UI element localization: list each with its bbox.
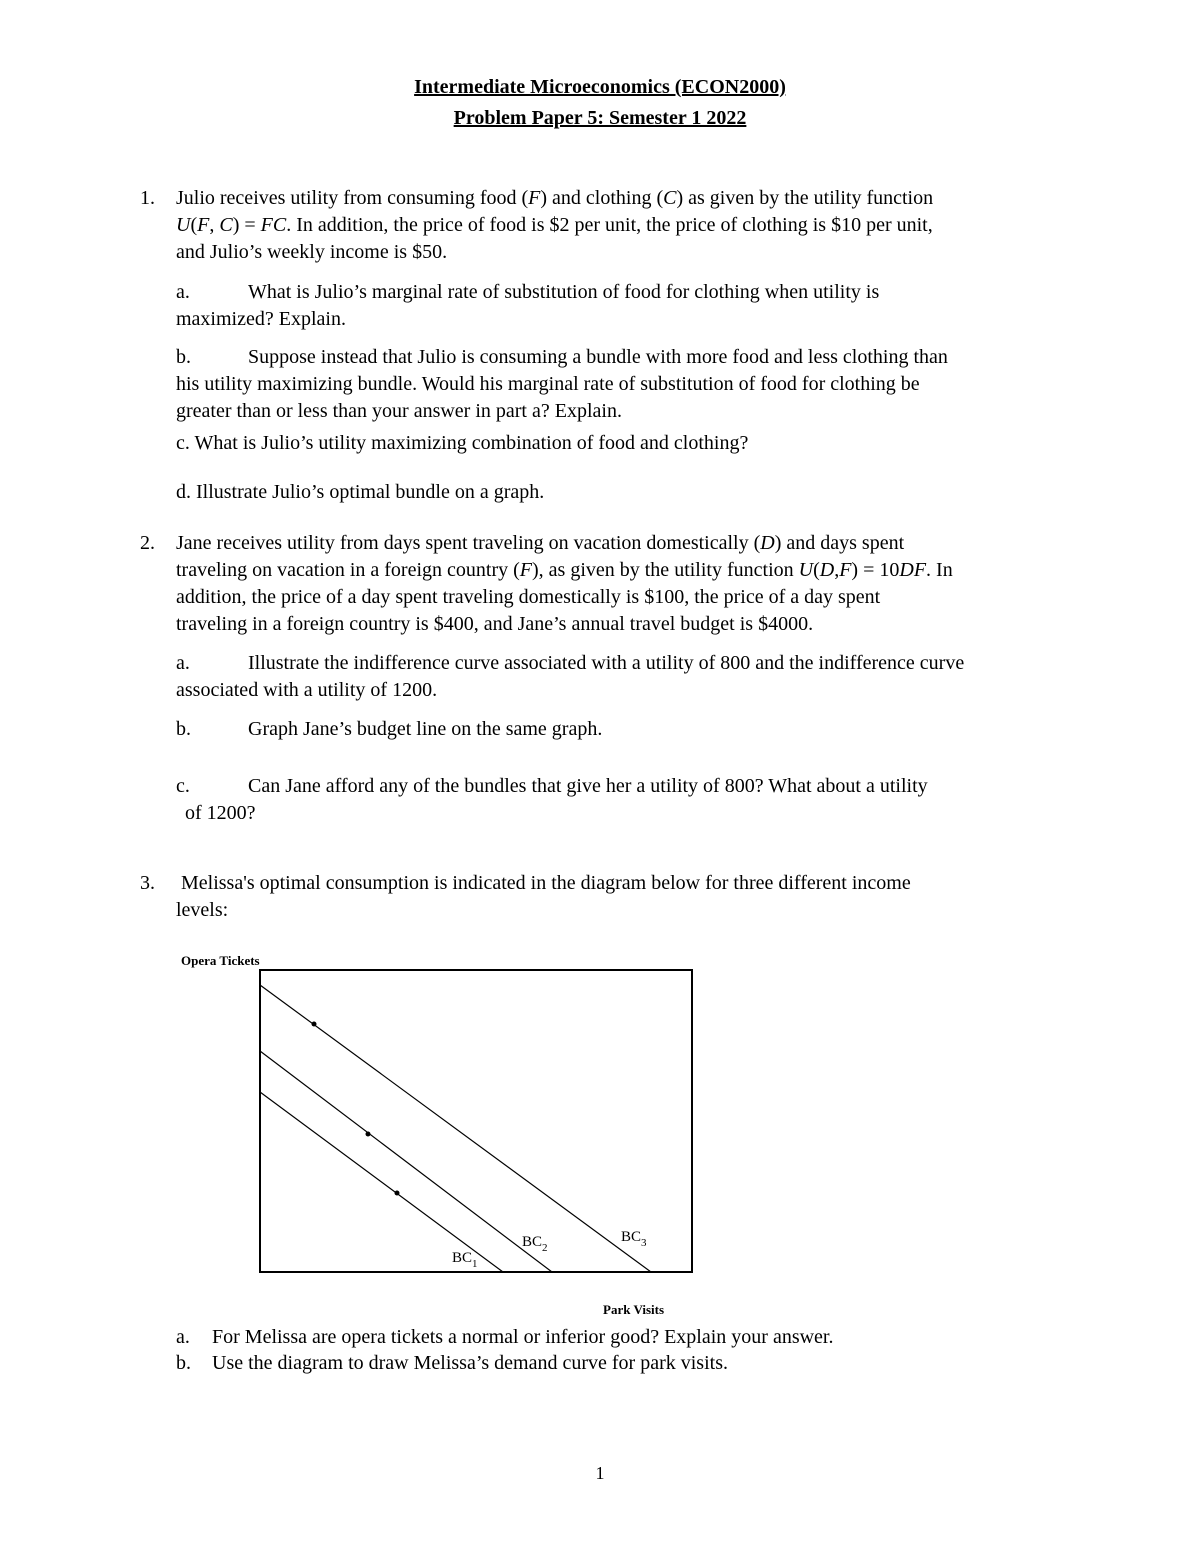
- question-2c: c. Can Jane afford any of the bundles that give her a utility of 800? What about a utility: [176, 775, 928, 797]
- question-1-line-3: and Julio’s weekly income is $50.: [176, 241, 448, 263]
- budget-line-bc3: [260, 985, 651, 1272]
- question-2-line-2: traveling on vacation in a foreign country (F), as given by the utility function U(D,F) = 10DF. In: [176, 559, 953, 581]
- question-1a-cont: maximized? Explain.: [176, 308, 346, 330]
- budget-line-bc1: [260, 1092, 503, 1272]
- question-1d: d. Illustrate Julio’s optimal bundle on a graph.: [176, 481, 545, 503]
- question-1-line-1: Julio receives utility from consuming food (F) and clothing (C) as given by the utility function: [176, 187, 934, 209]
- question-2-line-3: addition, the price of a day spent traveling domestically is $100, the price of a day spent: [176, 586, 881, 608]
- question-3-number: 3.: [140, 872, 155, 894]
- plot-frame: [260, 970, 692, 1272]
- question-2a-cont: associated with a utility of 1200.: [176, 679, 438, 701]
- budget-line-bc2: [260, 1051, 552, 1272]
- optimal-point-bc2: [366, 1132, 371, 1137]
- y-axis-label: Opera Tickets: [181, 953, 260, 968]
- question-1b-cont-1: his utility maximizing bundle. Would his marginal rate of substitution of food for clothing be: [176, 373, 920, 395]
- page-number: 1: [595, 1463, 605, 1483]
- question-1c: c. What is Julio’s utility maximizing combination of food and clothing?: [176, 432, 749, 454]
- question-1b-cont-2: greater than or less than your answer in part a? Explain.: [176, 400, 622, 422]
- question-2b: b. Graph Jane’s budget line on the same graph.: [176, 718, 603, 740]
- question-3b: b. Use the diagram to draw Melissa’s demand curve for park visits.: [176, 1352, 728, 1374]
- bc2-label: $BC_2$: [522, 1234, 548, 1254]
- question-1-line-2: U(F, C) = FC. In addition, the price of food is $2 per unit, the price of clothing is $10 per unit,: [176, 214, 933, 236]
- optimal-point-bc1: [395, 1191, 400, 1196]
- optimal-point-bc3: [312, 1022, 317, 1027]
- question-3-line-1: Melissa's optimal consumption is indicated in the diagram below for three different income: [181, 872, 911, 894]
- question-1-number: 1.: [140, 187, 155, 209]
- question-1b: b. Suppose instead that Julio is consuming a bundle with more food and less clothing than: [176, 346, 948, 368]
- question-2-line-1: Jane receives utility from days spent traveling on vacation domestically (D) and days spent: [176, 532, 905, 554]
- x-axis-label: Park Visits: [603, 1302, 665, 1317]
- question-3a: a. For Melissa are opera tickets a normal or inferior good? Explain your answer.: [176, 1326, 834, 1348]
- paper-title: Problem Paper 5: Semester 1 2022: [453, 107, 747, 129]
- bc3-label: $BC_3$: [621, 1229, 647, 1249]
- question-1a: a. What is Julio’s marginal rate of substitution of food for clothing when utility is: [176, 281, 880, 303]
- course-title: Intermediate Microeconomics (ECON2000): [414, 76, 786, 98]
- question-3-line-2: levels:: [176, 899, 229, 921]
- question-2a: a. Illustrate the indifference curve associated with a utility of 800 and the indifference curve: [176, 652, 965, 674]
- question-2-number: 2.: [140, 532, 155, 554]
- question-2c-cont: of 1200?: [185, 802, 256, 824]
- bc1-label: $BC_1$: [452, 1250, 478, 1270]
- question-2-line-4: traveling in a foreign country is $400, and Jane’s annual travel budget is $4000.: [176, 613, 814, 635]
